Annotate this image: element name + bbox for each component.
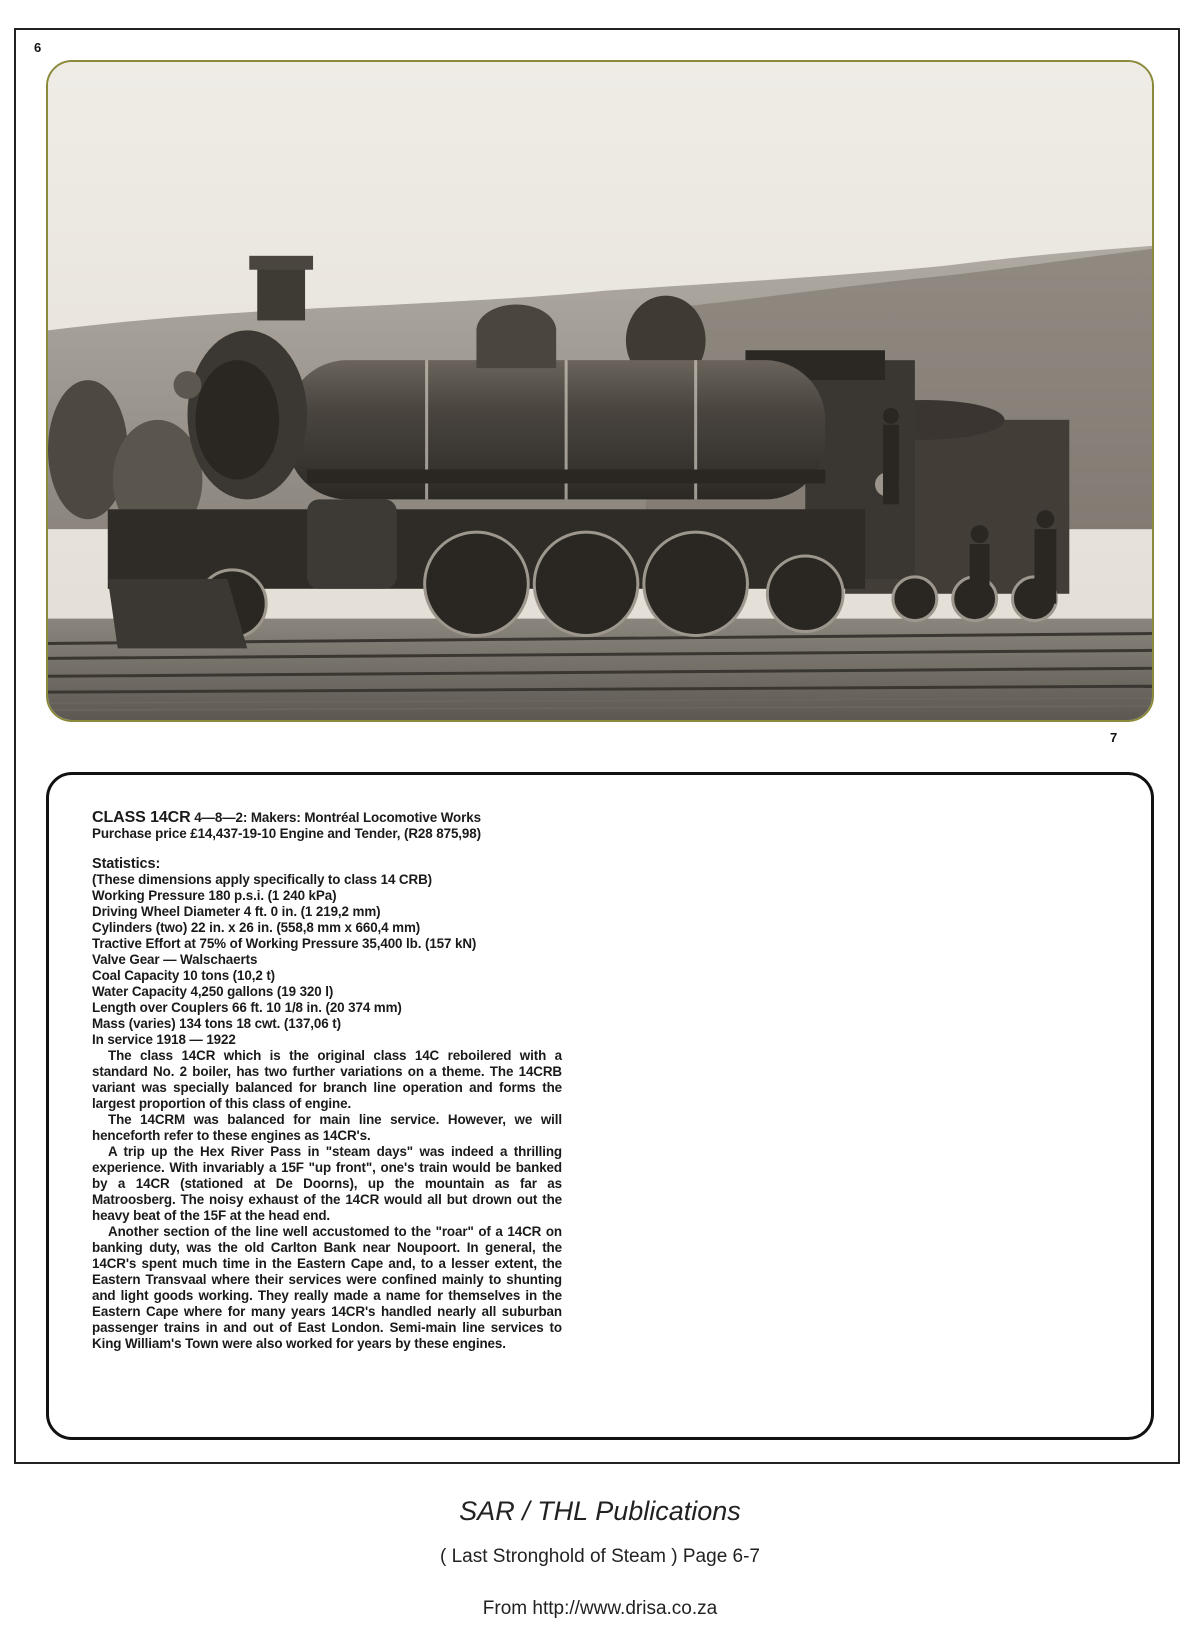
page-number-left: 6 [34, 40, 42, 55]
stat-line: Driving Wheel Diameter 4 ft. 0 in. (1 219,2 mm) [92, 904, 381, 919]
stat-line: Tractive Effort at 75% of Working Pressure 35,400 lb. (157 kN) [92, 936, 477, 951]
statistics-heading: Statistics: [92, 856, 161, 872]
paragraph: The 14CRM was balanced for main line service. However, we will henceforth refer to these engines as 14CR's. [92, 1112, 562, 1143]
description-text [92, 810, 562, 1352]
stat-line: Water Capacity 4,250 gallons (19 320 l) [92, 984, 334, 999]
stat-line: Length over Couplers 66 ft. 10 1/8 in. (20 374 mm) [92, 1000, 402, 1015]
purchase-price: Purchase price £14,437-19-10 Engine and Tender, (R28 875,98) [92, 826, 481, 841]
paragraph: A trip up the Hex River Pass in "steam days" was indeed a thrilling experience. With invariably a 15F "up front", one's train would be banked by a 14CR (stationed at De Doorns), up the mountain as far as Matroosberg. The noisy exhaust of the 14CR would all but drown out the heavy beat of the 15F at the head end. [92, 1144, 562, 1223]
stat-line: Coal Capacity 10 tons (10,2 t) [92, 968, 276, 983]
paragraph: The class 14CR which is the original class 14C reboilered with a standard No. 2 boiler, has two further variations on a theme. The 14CRB variant was specially balanced for branch line operation and forms the largest proportion of this class of engine. [92, 1048, 562, 1111]
stat-line: Mass (varies) 134 tons 18 cwt. (137,06 t) [92, 1016, 341, 1031]
stat-line: (These dimensions apply specifically to class 14 CRB) [92, 872, 432, 887]
class-line [92, 810, 562, 826]
stat-line: Working Pressure 180 p.s.i. (1 240 kPa) [92, 888, 337, 903]
class-heading: CLASS 14CR [92, 809, 191, 826]
stat-line: Valve Gear — Walschaerts [92, 952, 258, 967]
stat-line: In service 1918 — 1922 [92, 1032, 236, 1047]
footer-subtitle: ( Last Stronghold of Steam ) Page 6-7 [439, 1546, 760, 1567]
footer-url[interactable]: From http://www.drisa.co.za [482, 1598, 718, 1619]
class-makers: 4—8—2: Makers: Montréal Locomotive Works [190, 810, 481, 825]
locomotive-photo [46, 60, 1154, 722]
page-number-right: 7 [1110, 730, 1118, 745]
locomotive-illustration [48, 62, 1152, 720]
footer-title: SAR / THL Publications [459, 1496, 741, 1526]
stat-line: Cylinders (two) 22 in. x 26 in. (558,8 mm x 660,4 mm) [92, 920, 421, 935]
paragraph: Another section of the line well accustomed to the "roar" of a 14CR on banking duty, was the old Carlton Bank near Noupoort. In general, the 14CR's spent much time in the Eastern Cape and, to a lesser extent, the Eastern Transvaal where their services were confined mainly to shunting and light goods working. They really made a name for themselves in the Eastern Cape where for many years 14CR's handled nearly all suburban passenger trains in and out of East London. Semi-main line services to King William's Town were also worked for years by these engines. [92, 1224, 562, 1351]
